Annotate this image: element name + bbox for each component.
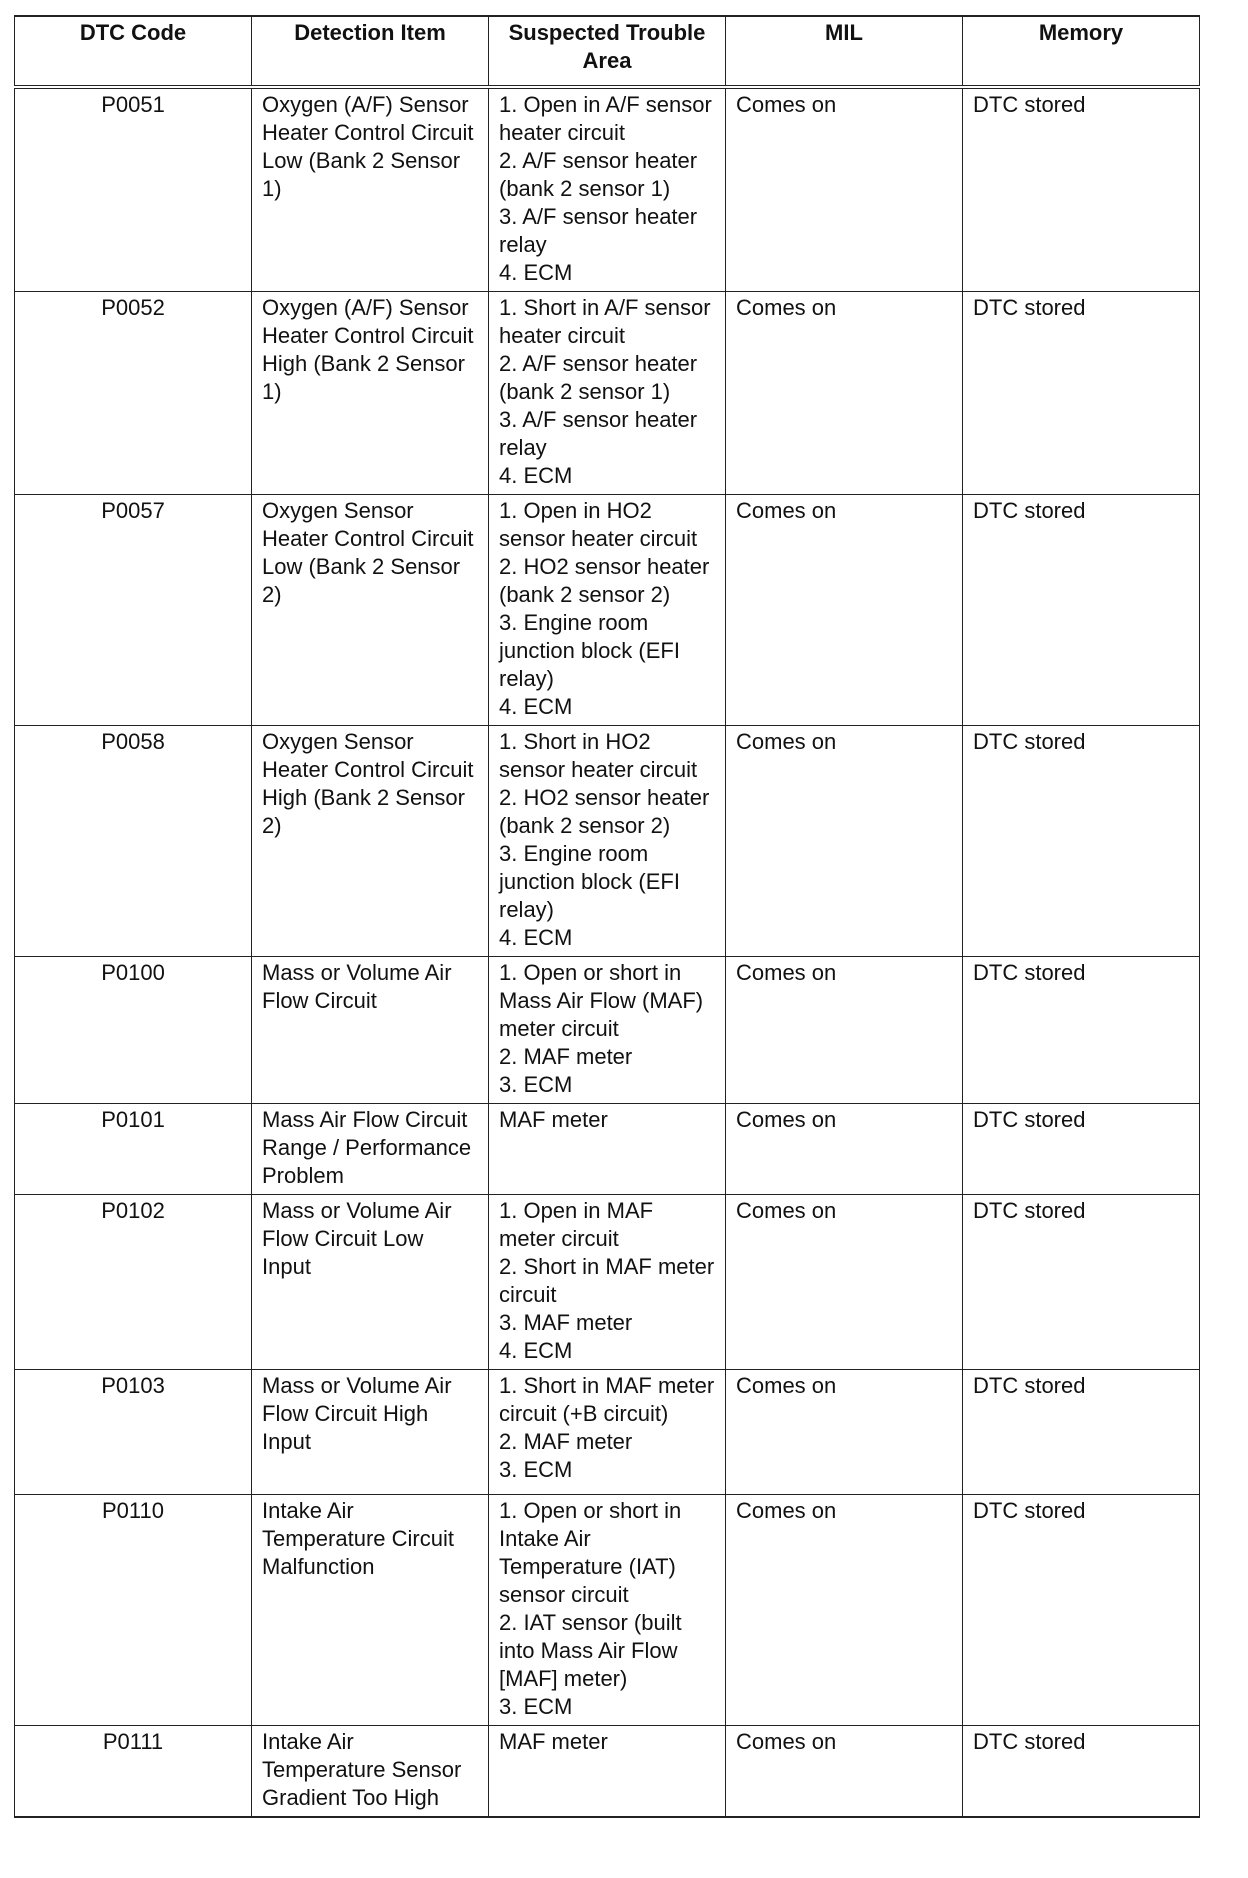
detection-item-cell: Mass or Volume Air Flow Circuit bbox=[252, 957, 489, 1104]
trouble-area-line: 3. A/F sensor heater relay bbox=[499, 204, 698, 257]
trouble-area-line: 3. A/F sensor heater relay bbox=[499, 407, 698, 460]
trouble-area-line: MAF meter bbox=[499, 1729, 608, 1754]
trouble-area-line: 3. ECM bbox=[499, 1694, 573, 1719]
table-row bbox=[15, 495, 1200, 726]
trouble-area-line: 1. Open in HO2 sensor heater circuit bbox=[499, 498, 698, 551]
detection-item-cell: Intake Air Temperature Circuit Malfunction bbox=[252, 1495, 489, 1726]
page bbox=[14, 15, 1199, 1818]
trouble-area-line: 2. Short in MAF meter circuit bbox=[499, 1254, 715, 1307]
detection-item-cell: Oxygen Sensor Heater Control Circuit High (Bank 2 Sensor 2) bbox=[252, 726, 489, 957]
header-memory: Memory bbox=[963, 16, 1200, 87]
mil-cell: Comes on bbox=[726, 957, 963, 1104]
mil-cell: Comes on bbox=[726, 1195, 963, 1370]
trouble-area-cell bbox=[489, 87, 726, 292]
table-header bbox=[15, 16, 1200, 87]
table-row bbox=[15, 87, 1200, 292]
dtc-code-cell: P0102 bbox=[15, 1195, 252, 1370]
detection-item-cell: Intake Air Temperature Sensor Gradient Too High bbox=[252, 1726, 489, 1818]
detection-item-cell: Oxygen (A/F) Sensor Heater Control Circuit High (Bank 2 Sensor 1) bbox=[252, 292, 489, 495]
memory-cell: DTC stored bbox=[963, 1104, 1200, 1195]
memory-cell: DTC stored bbox=[963, 495, 1200, 726]
trouble-area-line: 4. ECM bbox=[499, 694, 573, 719]
dtc-code-cell: P0103 bbox=[15, 1370, 252, 1495]
trouble-area-cell bbox=[489, 292, 726, 495]
detection-item-cell: Mass Air Flow Circuit Range / Performance Problem bbox=[252, 1104, 489, 1195]
trouble-area-line: 1. Open or short in Intake Air Temperature (IAT) sensor circuit bbox=[499, 1498, 682, 1607]
dtc-code-cell: P0100 bbox=[15, 957, 252, 1104]
trouble-area-cell bbox=[489, 726, 726, 957]
memory-cell: DTC stored bbox=[963, 1726, 1200, 1818]
trouble-area-cell bbox=[489, 1370, 726, 1495]
trouble-area-line: 2. A/F sensor heater (bank 2 sensor 1) bbox=[499, 351, 698, 404]
header-detection-item: Detection Item bbox=[252, 16, 489, 87]
trouble-area-line: 2. HO2 sensor heater (bank 2 sensor 2) bbox=[499, 554, 710, 607]
dtc-code-cell: P0101 bbox=[15, 1104, 252, 1195]
table-row bbox=[15, 1495, 1200, 1726]
trouble-area-line: 3. ECM bbox=[499, 1072, 573, 1097]
memory-cell: DTC stored bbox=[963, 292, 1200, 495]
mil-cell: Comes on bbox=[726, 87, 963, 292]
mil-cell: Comes on bbox=[726, 726, 963, 957]
header-dtc-code: DTC Code bbox=[15, 16, 252, 87]
trouble-area-cell bbox=[489, 1104, 726, 1195]
memory-cell: DTC stored bbox=[963, 87, 1200, 292]
mil-cell: Comes on bbox=[726, 1104, 963, 1195]
trouble-area-line: 1. Open in A/F sensor heater circuit bbox=[499, 92, 712, 145]
dtc-code-cell: P0110 bbox=[15, 1495, 252, 1726]
trouble-area-cell bbox=[489, 957, 726, 1104]
memory-cell: DTC stored bbox=[963, 1370, 1200, 1495]
mil-cell: Comes on bbox=[726, 1495, 963, 1726]
dtc-code-cell: P0058 bbox=[15, 726, 252, 957]
dtc-table bbox=[14, 15, 1200, 1818]
trouble-area-line: 2. MAF meter bbox=[499, 1429, 633, 1454]
header-mil: MIL bbox=[726, 16, 963, 87]
detection-item-cell: Mass or Volume Air Flow Circuit Low Input bbox=[252, 1195, 489, 1370]
dtc-code-cell: P0111 bbox=[15, 1726, 252, 1818]
table-row bbox=[15, 1726, 1200, 1818]
mil-cell: Comes on bbox=[726, 1726, 963, 1818]
dtc-code-cell: P0052 bbox=[15, 292, 252, 495]
memory-cell: DTC stored bbox=[963, 957, 1200, 1104]
detection-item-cell: Oxygen (A/F) Sensor Heater Control Circuit Low (Bank 2 Sensor 1) bbox=[252, 87, 489, 292]
header-suspected-trouble-area: Suspected Trouble Area bbox=[489, 16, 726, 87]
memory-cell: DTC stored bbox=[963, 726, 1200, 957]
trouble-area-cell bbox=[489, 495, 726, 726]
trouble-area-line: 1. Short in A/F sensor heater circuit bbox=[499, 295, 711, 348]
memory-cell: DTC stored bbox=[963, 1495, 1200, 1726]
trouble-area-line: 4. ECM bbox=[499, 925, 573, 950]
table-row bbox=[15, 292, 1200, 495]
detection-item-cell: Oxygen Sensor Heater Control Circuit Low (Bank 2 Sensor 2) bbox=[252, 495, 489, 726]
trouble-area-line: 3. Engine room junction block (EFI relay) bbox=[499, 610, 680, 691]
table-body bbox=[15, 87, 1200, 1817]
trouble-area-cell bbox=[489, 1195, 726, 1370]
trouble-area-line: 1. Short in MAF meter circuit (+B circuit) bbox=[499, 1373, 715, 1426]
table-row bbox=[15, 957, 1200, 1104]
trouble-area-line: 2. MAF meter bbox=[499, 1044, 633, 1069]
trouble-area-line: 4. ECM bbox=[499, 260, 573, 285]
table-row bbox=[15, 1104, 1200, 1195]
trouble-area-line: 4. ECM bbox=[499, 1338, 573, 1363]
header-row bbox=[15, 16, 1200, 87]
detection-item-cell: Mass or Volume Air Flow Circuit High Input bbox=[252, 1370, 489, 1495]
dtc-code-cell: P0051 bbox=[15, 87, 252, 292]
trouble-area-line: 1. Short in HO2 sensor heater circuit bbox=[499, 729, 698, 782]
table-row bbox=[15, 1195, 1200, 1370]
dtc-code-cell: P0057 bbox=[15, 495, 252, 726]
memory-cell: DTC stored bbox=[963, 1195, 1200, 1370]
mil-cell: Comes on bbox=[726, 1370, 963, 1495]
table-row bbox=[15, 726, 1200, 957]
trouble-area-line: 2. A/F sensor heater (bank 2 sensor 1) bbox=[499, 148, 698, 201]
trouble-area-line: 3. ECM bbox=[499, 1457, 573, 1482]
trouble-area-line: 4. ECM bbox=[499, 463, 573, 488]
trouble-area-line: MAF meter bbox=[499, 1107, 608, 1132]
trouble-area-line: 2. HO2 sensor heater (bank 2 sensor 2) bbox=[499, 785, 710, 838]
mil-cell: Comes on bbox=[726, 495, 963, 726]
trouble-area-cell bbox=[489, 1495, 726, 1726]
trouble-area-line: 3. MAF meter bbox=[499, 1310, 633, 1335]
trouble-area-line: 2. IAT sensor (built into Mass Air Flow [MAF] meter) bbox=[499, 1610, 682, 1691]
table-row bbox=[15, 1370, 1200, 1495]
trouble-area-line: 1. Open or short in Mass Air Flow (MAF) meter circuit bbox=[499, 960, 704, 1041]
trouble-area-line: 3. Engine room junction block (EFI relay) bbox=[499, 841, 680, 922]
mil-cell: Comes on bbox=[726, 292, 963, 495]
trouble-area-line: 1. Open in MAF meter circuit bbox=[499, 1198, 654, 1251]
trouble-area-cell bbox=[489, 1726, 726, 1818]
